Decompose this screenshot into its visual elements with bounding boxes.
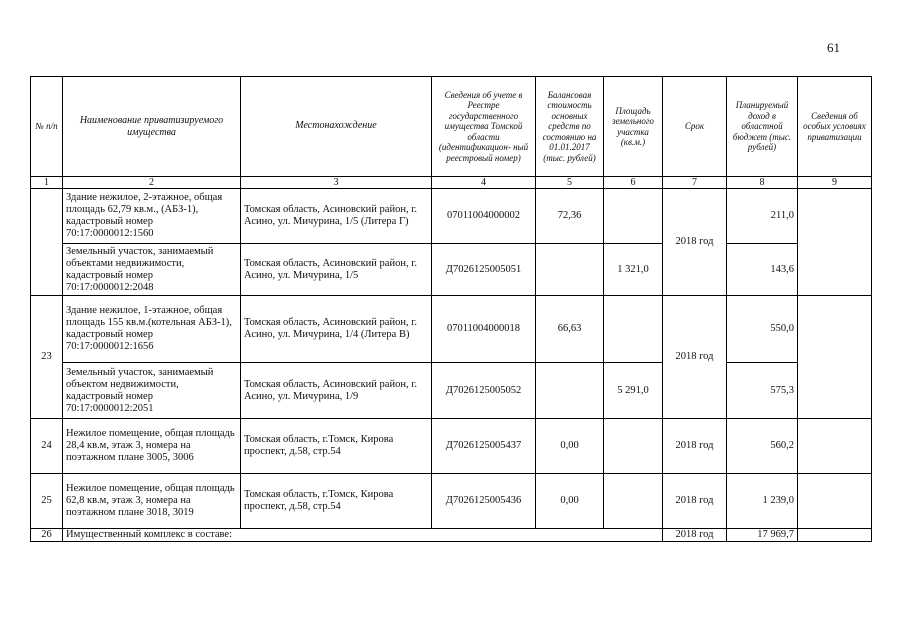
row-registry: 07011004000018 (432, 296, 536, 363)
row-balance: 0,00 (536, 419, 604, 474)
table-row (31, 296, 872, 363)
table-row (31, 529, 872, 542)
row-balance: 72,36 (536, 189, 604, 244)
row-conditions (798, 529, 872, 542)
row-conditions (798, 296, 872, 419)
column-number: 3 (241, 177, 432, 189)
row-area (604, 189, 663, 244)
row-name: Нежилое помещение, общая площадь 28,4 кв.м, этаж 3, номера на поэтажном плане 3005, 3006 (63, 419, 241, 474)
row-area (604, 296, 663, 363)
column-number-row (31, 177, 872, 189)
column-number: 6 (604, 177, 663, 189)
row-name: Здание нежилое, 2-этажное, общая площадь 62,79 кв.м., (АБЗ-1), кадастровый номер 70:17:0000012:1560 (63, 189, 241, 244)
row-term: 2018 год (663, 529, 727, 542)
header-row (31, 77, 872, 177)
table-row (31, 363, 872, 419)
row-area (604, 474, 663, 529)
row-income: 550,0 (727, 296, 798, 363)
row-location: Томская область, Асиновский район, г. Асино, ул. Мичурина, 1/4 (Литера В) (241, 296, 432, 363)
row-income: 560,2 (727, 419, 798, 474)
row-income: 211,0 (727, 189, 798, 244)
row-balance (536, 363, 604, 419)
row-location: Томская область, Асиновский район, г. Асино, ул. Мичурина, 1/5 (Литера Г) (241, 189, 432, 244)
row-conditions (798, 419, 872, 474)
header-registry: Сведения об учете в Реестре государственного имущества Томской области (идентификацион- ный реестровый номер) (432, 77, 536, 177)
row-income: 143,6 (727, 244, 798, 296)
row-num (31, 189, 63, 296)
row-location: Томская область, г.Томск, Кирова проспект, д.58, стр.54 (241, 474, 432, 529)
row-registry: Д7026125005051 (432, 244, 536, 296)
row-registry: Д7026125005052 (432, 363, 536, 419)
header-location: Местонахождение (241, 77, 432, 177)
column-number: 4 (432, 177, 536, 189)
row-registry: 07011004000002 (432, 189, 536, 244)
page-number: 61 (827, 40, 840, 55)
table-row (31, 189, 872, 244)
header-conditions: Сведения об особых условиях приватизации (798, 77, 872, 177)
row-registry: Д7026125005437 (432, 419, 536, 474)
row-location: Томская область, г.Томск, Кирова проспект, д.58, стр.54 (241, 419, 432, 474)
row-name: Здание нежилое, 1-этажное, общая площадь 155 кв.м.(котельная АБЗ-1), кадастровый номер 70:17:0000012:1656 (63, 296, 241, 363)
header-num: № п/п (31, 77, 63, 177)
header-balance: Балансовая стоимость основных средств по состоянию на 01.01.2017 (тыс. рублей) (536, 77, 604, 177)
row-name: Нежилое помещение, общая площадь 62,8 кв.м, этаж 3, номера на поэтажном плане 3018, 3019 (63, 474, 241, 529)
row-area: 5 291,0 (604, 363, 663, 419)
row-name: Земельный участок, занимаемый объектом недвижимости, кадастровый номер 70:17:0000012:2051 (63, 363, 241, 419)
column-number: 1 (31, 177, 63, 189)
row-name: Имущественный комплекс в составе: (63, 529, 663, 542)
row-location: Томская область, Асиновский район, г. Асино, ул. Мичурина, 1/9 (241, 363, 432, 419)
row-income: 1 239,0 (727, 474, 798, 529)
row-num: 25 (31, 474, 63, 529)
header-income: Планируемый доход в областной бюджет (тыс. рублей) (727, 77, 798, 177)
table-row (31, 244, 872, 296)
row-term: 2018 год (663, 474, 727, 529)
privatization-table (30, 76, 872, 542)
row-area: 1 321,0 (604, 244, 663, 296)
column-number: 5 (536, 177, 604, 189)
row-term: 2018 год (663, 189, 727, 296)
row-area (604, 419, 663, 474)
table-row (31, 419, 872, 474)
row-income: 17 969,7 (727, 529, 798, 542)
column-number: 7 (663, 177, 727, 189)
row-name: Земельный участок, занимаемый объектами недвижимости, кадастровый номер 70:17:0000012:2048 (63, 244, 241, 296)
row-term: 2018 год (663, 419, 727, 474)
row-conditions (798, 189, 872, 296)
row-num: 26 (31, 529, 63, 542)
row-income: 575,3 (727, 363, 798, 419)
header-name: Наименование приватизируемого имущества (63, 77, 241, 177)
row-conditions (798, 474, 872, 529)
table-row (31, 474, 872, 529)
header-term: Срок (663, 77, 727, 177)
row-balance: 0,00 (536, 474, 604, 529)
row-balance (536, 244, 604, 296)
row-term: 2018 год (663, 296, 727, 419)
header-area: Площадь земельного участка (кв.м.) (604, 77, 663, 177)
row-registry: Д7026125005436 (432, 474, 536, 529)
row-num: 24 (31, 419, 63, 474)
column-number: 8 (727, 177, 798, 189)
row-balance: 66,63 (536, 296, 604, 363)
row-location: Томская область, Асиновский район, г. Асино, ул. Мичурина, 1/5 (241, 244, 432, 296)
column-number: 2 (63, 177, 241, 189)
column-number: 9 (798, 177, 872, 189)
row-num: 23 (31, 296, 63, 419)
